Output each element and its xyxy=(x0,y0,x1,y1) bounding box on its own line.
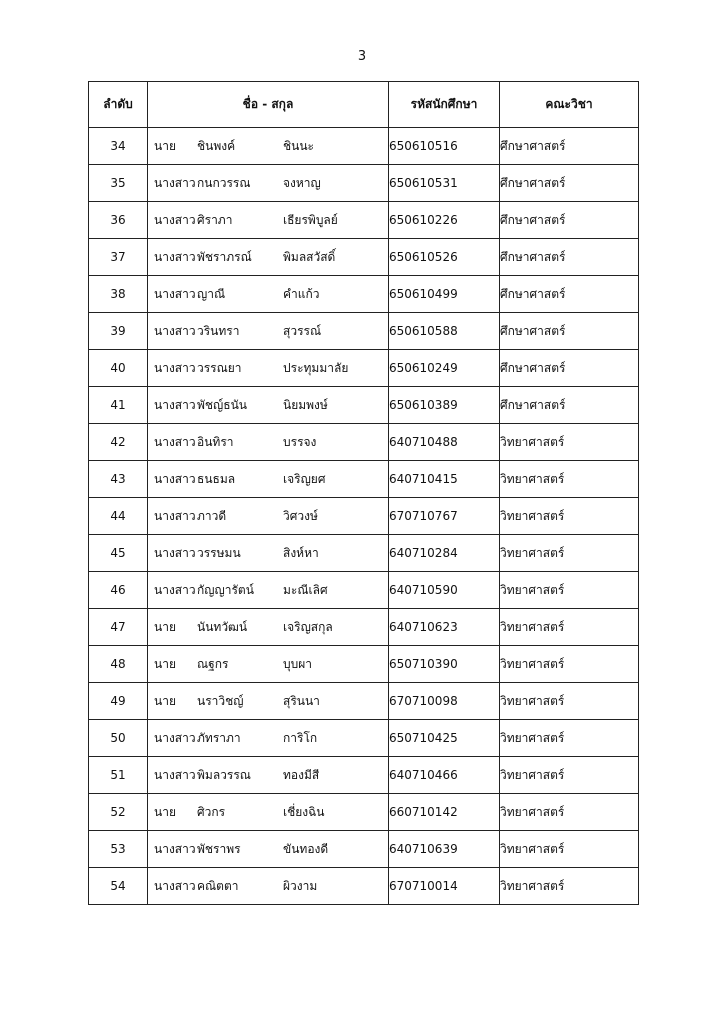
cell-no: 43 xyxy=(89,461,148,498)
first-name: ณฐกร xyxy=(197,656,229,671)
last-name: ขันทองดี xyxy=(283,841,329,856)
last-name: บุบผา xyxy=(283,656,313,671)
cell-name xyxy=(148,276,389,313)
cell-no: 37 xyxy=(89,239,148,276)
name-title: นาย xyxy=(154,693,176,708)
cell-student-id: 670710098 xyxy=(389,683,500,720)
first-name: ธนธมล xyxy=(197,471,236,486)
cell-student-id: 660710142 xyxy=(389,794,500,831)
student-table xyxy=(88,81,639,905)
name-title: นางสาว xyxy=(154,730,196,745)
cell-faculty: วิทยาศาสตร์ xyxy=(500,498,639,535)
first-name: คณิตตา xyxy=(197,878,239,893)
cell-faculty: วิทยาศาสตร์ xyxy=(500,794,639,831)
cell-no: 41 xyxy=(89,387,148,424)
cell-no: 51 xyxy=(89,757,148,794)
name-title: นาย xyxy=(154,656,176,671)
cell-name xyxy=(148,387,389,424)
cell-faculty: วิทยาศาสตร์ xyxy=(500,535,639,572)
cell-no: 40 xyxy=(89,350,148,387)
cell-no: 42 xyxy=(89,424,148,461)
last-name: ประทุมมาลัย xyxy=(283,360,349,375)
name-title: นางสาว xyxy=(154,175,196,190)
table-row xyxy=(89,794,639,831)
name-title: นางสาว xyxy=(154,360,196,375)
cell-faculty: วิทยาศาสตร์ xyxy=(500,720,639,757)
cell-name xyxy=(148,350,389,387)
cell-student-id: 640710415 xyxy=(389,461,500,498)
name-title: นางสาว xyxy=(154,434,196,449)
table-header-row xyxy=(89,82,639,128)
table-row xyxy=(89,868,639,905)
cell-no: 50 xyxy=(89,720,148,757)
last-name: ทองมีสี xyxy=(283,767,320,782)
name-title: นางสาว xyxy=(154,878,196,893)
cell-student-id: 650610389 xyxy=(389,387,500,424)
table-row xyxy=(89,609,639,646)
first-name: นราวิชญ์ xyxy=(197,693,244,708)
cell-student-id: 650610526 xyxy=(389,239,500,276)
cell-student-id: 640710623 xyxy=(389,609,500,646)
name-title: นาย xyxy=(154,804,176,819)
last-name: เจริญสกุล xyxy=(283,619,333,634)
cell-faculty: ศึกษาศาสตร์ xyxy=(500,350,639,387)
cell-no: 46 xyxy=(89,572,148,609)
first-name: ชินพงค์ xyxy=(197,138,236,153)
last-name: พิมลสวัสดิ์ xyxy=(283,249,336,264)
cell-faculty: ศึกษาศาสตร์ xyxy=(500,202,639,239)
cell-faculty: วิทยาศาสตร์ xyxy=(500,683,639,720)
header-student-id: รหัสนักศึกษา xyxy=(389,82,500,128)
table-row xyxy=(89,128,639,165)
cell-name xyxy=(148,868,389,905)
table-row xyxy=(89,313,639,350)
table-row xyxy=(89,276,639,313)
first-name: วรินทรา xyxy=(197,323,240,338)
page-number: 3 xyxy=(357,49,367,64)
cell-no: 49 xyxy=(89,683,148,720)
last-name: นิยมพงษ์ xyxy=(283,397,328,412)
first-name: ญาณี xyxy=(197,286,226,301)
cell-student-id: 650610516 xyxy=(389,128,500,165)
cell-name xyxy=(148,424,389,461)
first-name: กนกวรรณ xyxy=(197,175,251,190)
first-name: ภัทราภา xyxy=(197,730,241,745)
cell-student-id: 640710466 xyxy=(389,757,500,794)
last-name: ชินนะ xyxy=(283,138,314,153)
cell-faculty: ศึกษาศาสตร์ xyxy=(500,128,639,165)
cell-student-id: 650710425 xyxy=(389,720,500,757)
cell-name xyxy=(148,794,389,831)
cell-student-id: 670710014 xyxy=(389,868,500,905)
name-title: นางสาว xyxy=(154,286,196,301)
cell-no: 54 xyxy=(89,868,148,905)
cell-no: 48 xyxy=(89,646,148,683)
first-name: ศิราภา xyxy=(197,212,233,227)
last-name: วิศวงษ์ xyxy=(283,508,318,523)
cell-name xyxy=(148,461,389,498)
last-name: ผิวงาม xyxy=(283,878,318,893)
name-title: นางสาว xyxy=(154,397,196,412)
first-name: วรรษมน xyxy=(197,545,241,560)
table-row xyxy=(89,387,639,424)
cell-name xyxy=(148,535,389,572)
cell-no: 52 xyxy=(89,794,148,831)
table-row xyxy=(89,535,639,572)
cell-student-id: 640710590 xyxy=(389,572,500,609)
name-title: นางสาว xyxy=(154,767,196,782)
cell-faculty: ศึกษาศาสตร์ xyxy=(500,239,639,276)
cell-faculty: วิทยาศาสตร์ xyxy=(500,424,639,461)
cell-faculty: วิทยาศาสตร์ xyxy=(500,831,639,868)
name-title: นาย xyxy=(154,138,176,153)
cell-no: 36 xyxy=(89,202,148,239)
cell-name xyxy=(148,128,389,165)
cell-student-id: 640710284 xyxy=(389,535,500,572)
table-row xyxy=(89,572,639,609)
last-name: เจริญยศ xyxy=(283,471,326,486)
cell-name xyxy=(148,572,389,609)
name-title: นางสาว xyxy=(154,323,196,338)
header-no: ลำดับ xyxy=(89,82,148,128)
cell-faculty: ศึกษาศาสตร์ xyxy=(500,313,639,350)
cell-no: 47 xyxy=(89,609,148,646)
name-title: นางสาว xyxy=(154,471,196,486)
table-row xyxy=(89,424,639,461)
cell-faculty: วิทยาศาสตร์ xyxy=(500,461,639,498)
cell-name xyxy=(148,831,389,868)
cell-student-id: 670710767 xyxy=(389,498,500,535)
cell-faculty: วิทยาศาสตร์ xyxy=(500,757,639,794)
table-row xyxy=(89,461,639,498)
last-name: การิโก xyxy=(283,730,318,745)
last-name: สุรินนา xyxy=(283,693,320,708)
cell-name xyxy=(148,165,389,202)
table-row xyxy=(89,831,639,868)
cell-name xyxy=(148,646,389,683)
last-name: มะณีเลิศ xyxy=(283,582,328,597)
cell-name xyxy=(148,202,389,239)
cell-faculty: วิทยาศาสตร์ xyxy=(500,609,639,646)
cell-faculty: วิทยาศาสตร์ xyxy=(500,646,639,683)
table-row xyxy=(89,683,639,720)
cell-student-id: 650610588 xyxy=(389,313,500,350)
cell-name xyxy=(148,313,389,350)
cell-student-id: 650710390 xyxy=(389,646,500,683)
name-title: นางสาว xyxy=(154,545,196,560)
last-name: คำแก้ว xyxy=(283,286,320,301)
cell-name xyxy=(148,720,389,757)
name-title: นางสาว xyxy=(154,508,196,523)
table-row xyxy=(89,350,639,387)
name-title: นางสาว xyxy=(154,582,196,597)
table-row xyxy=(89,498,639,535)
cell-no: 38 xyxy=(89,276,148,313)
cell-faculty: วิทยาศาสตร์ xyxy=(500,868,639,905)
cell-student-id: 640710639 xyxy=(389,831,500,868)
first-name: นันทวัฒน์ xyxy=(197,619,248,634)
table-row xyxy=(89,720,639,757)
cell-student-id: 650610249 xyxy=(389,350,500,387)
first-name: พัชราพร xyxy=(197,841,241,856)
table-row xyxy=(89,202,639,239)
cell-faculty: ศึกษาศาสตร์ xyxy=(500,276,639,313)
name-title: นาย xyxy=(154,619,176,634)
cell-student-id: 640710488 xyxy=(389,424,500,461)
cell-name xyxy=(148,609,389,646)
table-row xyxy=(89,165,639,202)
last-name: สุวรรณ์ xyxy=(283,323,322,338)
cell-name xyxy=(148,498,389,535)
cell-no: 39 xyxy=(89,313,148,350)
first-name: พัชราภรณ์ xyxy=(197,249,252,264)
first-name: ศิวกร xyxy=(197,804,226,819)
cell-faculty: วิทยาศาสตร์ xyxy=(500,572,639,609)
last-name: เชี่ยงฉิน xyxy=(283,804,325,819)
cell-faculty: ศึกษาศาสตร์ xyxy=(500,165,639,202)
header-faculty: คณะวิชา xyxy=(500,82,639,128)
name-title: นางสาว xyxy=(154,841,196,856)
last-name: จงหาญ xyxy=(283,175,321,190)
table-row xyxy=(89,646,639,683)
header-name: ชื่อ - สกุล xyxy=(148,82,389,128)
cell-no: 53 xyxy=(89,831,148,868)
cell-no: 44 xyxy=(89,498,148,535)
cell-no: 35 xyxy=(89,165,148,202)
last-name: เธียรพิบูลย์ xyxy=(283,212,338,227)
cell-name xyxy=(148,757,389,794)
table-row xyxy=(89,239,639,276)
cell-student-id: 650610226 xyxy=(389,202,500,239)
cell-no: 45 xyxy=(89,535,148,572)
cell-name xyxy=(148,683,389,720)
first-name: วรรณยา xyxy=(197,360,242,375)
name-title: นางสาว xyxy=(154,212,196,227)
name-title: นางสาว xyxy=(154,249,196,264)
last-name: บรรจง xyxy=(283,434,317,449)
first-name: พัชญ์ธนัน xyxy=(197,397,248,412)
cell-no: 34 xyxy=(89,128,148,165)
first-name: กัญญารัตน์ xyxy=(197,582,254,597)
first-name: อินทิรา xyxy=(197,434,234,449)
cell-faculty: ศึกษาศาสตร์ xyxy=(500,387,639,424)
table-row xyxy=(89,757,639,794)
cell-student-id: 650610531 xyxy=(389,165,500,202)
first-name: พิมลวรรณ xyxy=(197,767,251,782)
first-name: ภาวดี xyxy=(197,508,227,523)
last-name: สิงห์หา xyxy=(283,545,319,560)
cell-student-id: 650610499 xyxy=(389,276,500,313)
cell-name xyxy=(148,239,389,276)
